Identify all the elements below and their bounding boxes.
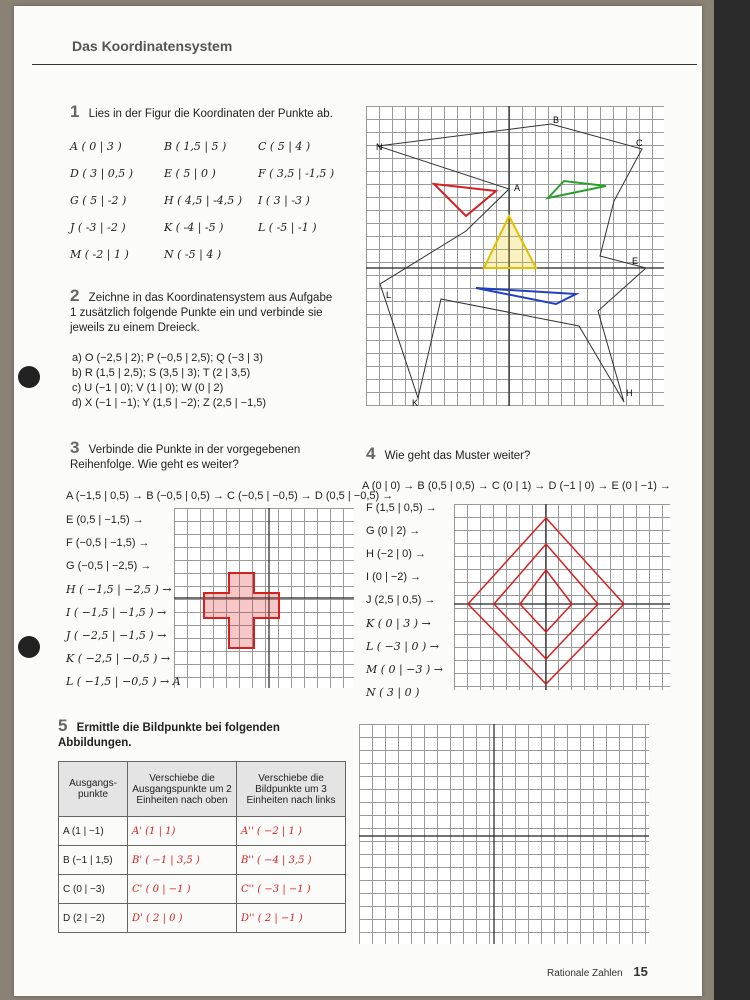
task3-number: 3 (70, 438, 80, 457)
task3-point-line: L ( −1,5 | −0,5 ) → A (66, 675, 181, 688)
table-cell: A (1 | −1) (59, 817, 128, 846)
point-label-a: A (514, 183, 521, 193)
task4-point-line: J (2,5 | 0,5) → (366, 594, 436, 606)
task1-coordinate-answer: M ( -2 | 1 ) (70, 248, 129, 261)
task2-point-line: a) O (−2,5 | 2); P (−0,5 | 2,5); Q (−3 | 3) (72, 352, 263, 364)
table-row (59, 875, 346, 904)
task2-point-line: c) U (−1 | 0); V (1 | 0); W (0 | 2) (72, 382, 224, 394)
task4-figure (454, 504, 670, 690)
task4-point-line: H (−2 | 0) → (366, 548, 427, 560)
point-label-b: B (553, 115, 560, 125)
table-cell: C' ( 0 | −1 ) (128, 875, 237, 904)
table-header: Verschiebe die Bildpunkte um 3 Einheiten nach links (237, 762, 346, 817)
page-title: Das Koordinatensystem (72, 38, 233, 54)
task4-point-line: M ( 0 | −3 ) → (366, 663, 443, 676)
punch-hole-bottom (18, 636, 40, 658)
task3-point-line: I ( −1,5 | −1,5 ) → (66, 606, 167, 619)
task1-coordinate-answer: J ( -3 | -2 ) (70, 221, 126, 234)
table-row (59, 904, 346, 933)
table-cell: B' ( −1 | 3,5 ) (128, 846, 237, 875)
point-label-l: L (386, 290, 392, 300)
task3-instruction: Verbinde die Punkte in der vorgegebenen Reihenfolge. Wie geht es weiter? (70, 444, 301, 471)
chapter-name: Rationale Zahlen (547, 968, 623, 979)
binder-spine (714, 0, 750, 1000)
task1-coordinate-answer: B ( 1,5 | 5 ) (164, 140, 227, 153)
point-label-n: N (376, 142, 383, 152)
task1-coordinate-answer: N ( -5 | 4 ) (164, 248, 222, 261)
task2-heading (70, 288, 340, 336)
punch-hole-top (18, 366, 40, 388)
task1-coordinate-answer: C ( 5 | 4 ) (258, 140, 311, 153)
task1-heading (70, 104, 333, 122)
task2-point-line: b) R (1,5 | 2,5); S (3,5 | 3); T (2 | 3,5) (72, 367, 251, 379)
task1-instruction: Lies in der Figur die Koordinaten der Punkte ab. (88, 108, 333, 120)
table-cell: A' (1 | 1) (128, 817, 237, 846)
task1-coordinate-answer: I ( 3 | -3 ) (258, 194, 310, 207)
task4-coordinate-grid (454, 504, 670, 690)
point-label-k: K (412, 398, 419, 406)
task3-point-line: G (−0,5 | −2,5) → (66, 560, 152, 572)
task4-point-line: N ( 3 | 0 ) (366, 686, 420, 699)
task1-coordinate-answer: E ( 5 | 0 ) (164, 167, 216, 180)
task1-coordinate-answer: K ( -4 | -5 ) (164, 221, 224, 234)
table-cell: B'' ( −4 | 3,5 ) (237, 846, 346, 875)
table-cell: D'' ( 2 | −1 ) (237, 904, 346, 933)
task1-coordinate-answer: G ( 5 | -2 ) (70, 194, 127, 207)
table-header: Ausgangs-punkte (59, 762, 128, 817)
task2-point-line: d) X (−1 | −1); Y (1,5 | −2); Z (2,5 | −1,5) (72, 397, 267, 409)
table-cell: D (2 | −2) (59, 904, 128, 933)
table-cell: C (0 | −3) (59, 875, 128, 904)
task5-table (58, 761, 346, 933)
task4-heading (366, 446, 530, 464)
task1-number: 1 (70, 102, 80, 121)
task3-heading (70, 440, 350, 473)
task3-figure (174, 508, 354, 688)
table-cell: D' ( 2 | 0 ) (128, 904, 237, 933)
table-cell: C'' ( −3 | −1 ) (237, 875, 346, 904)
task4-point-line: G (0 | 2) → (366, 525, 421, 537)
table-cell: A'' ( −2 | 1 ) (237, 817, 346, 846)
task1-coordinate-answer: D ( 3 | 0,5 ) (70, 167, 134, 180)
cross-figure (204, 573, 279, 648)
task5-coordinate-grid (359, 724, 649, 944)
task3-point-line: J ( −2,5 | −1,5 ) → (66, 629, 167, 642)
task4-point-line: K ( 0 | 3 ) → (366, 617, 431, 630)
task5-number: 5 (58, 716, 68, 735)
table-row (59, 846, 346, 875)
task3-coordinate-grid (174, 508, 354, 688)
task1-coordinate-answer: F ( 3,5 | -1,5 ) (258, 167, 335, 180)
task4-point-line: F (1,5 | 0,5) → (366, 502, 437, 514)
task2-instruction: Zeichne in das Koordinatensystem aus Aufgabe 1 zusätzlich folgende Punkte ein und verbinde sie jeweils zu einem Dreieck. (70, 292, 333, 334)
task4-point-line: I (0 | −2) → (366, 571, 422, 583)
task5-heading (58, 718, 308, 751)
point-label-e: E (632, 256, 639, 266)
task1-coordinate-answer: H ( 4,5 | -4,5 ) (164, 194, 243, 207)
task1-coordinate-grid (366, 106, 664, 406)
task5-figure (359, 724, 649, 944)
task3-point-line: F (−0,5 | −1,5) → (66, 537, 150, 549)
task4-sequence: A (0 | 0) → B (0,5 | 0,5) → C (0 | 1) → D (−1 | 0) → E (0 | −1) → (362, 480, 671, 492)
task3-point-line: H ( −1,5 | −2,5 ) → (66, 583, 172, 596)
table-row (59, 817, 346, 846)
page-number: 15 (633, 964, 648, 979)
table-cell: B (−1 | 1,5) (59, 846, 128, 875)
task3-point-line: E (0,5 | −1,5) → (66, 514, 144, 526)
point-label-c: C (636, 138, 643, 148)
triangle-xyz (476, 288, 576, 304)
task1-coordinate-answer: A ( 0 | 3 ) (70, 140, 122, 153)
task4-number: 4 (366, 444, 376, 463)
task1-figure (366, 106, 664, 406)
task4-instruction: Wie geht das Muster weiter? (384, 450, 531, 462)
task1-coordinate-answer: L ( -5 | -1 ) (258, 221, 317, 234)
point-label-h: H (626, 388, 633, 398)
worksheet-page (14, 6, 702, 996)
task3-sequence: A (−1,5 | 0,5) → B (−0,5 | 0,5) → C (−0,5 | −0,5) → D (0,5 | −0,5) → (66, 490, 394, 502)
table-header: Verschiebe die Ausgangspunkte um 2 Einheiten nach oben (128, 762, 237, 817)
header-divider (32, 64, 697, 65)
task4-point-line: L ( −3 | 0 ) → (366, 640, 440, 653)
page-footer (547, 964, 648, 979)
task3-point-line: K ( −2,5 | −0,5 ) → (66, 652, 171, 665)
task2-number: 2 (70, 286, 80, 305)
triangle-uvw (484, 216, 536, 268)
triangle-rst (548, 181, 606, 198)
task5-instruction: Ermittle die Bildpunkte bei folgenden Abbildungen. (58, 722, 280, 749)
